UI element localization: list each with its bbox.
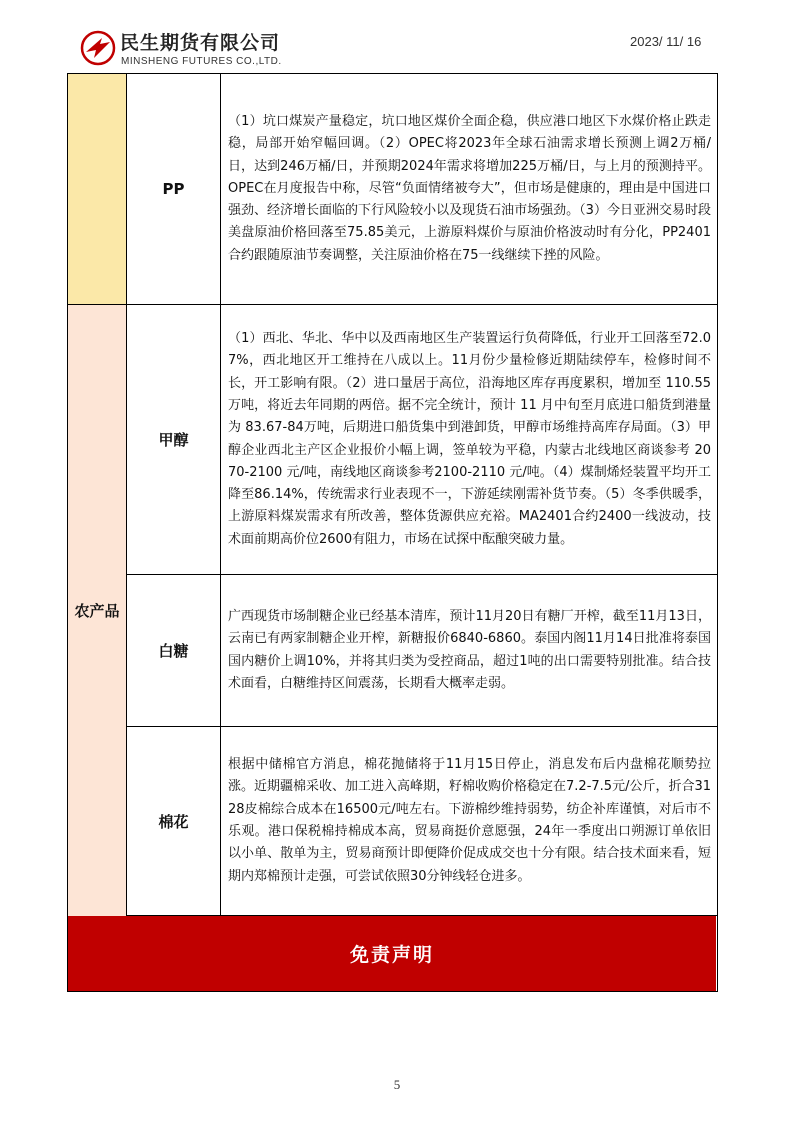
category-cell-energy bbox=[68, 74, 127, 305]
minsheng-logo-icon bbox=[80, 30, 116, 66]
commodity-name-cotton: 棉花 bbox=[127, 727, 221, 916]
page-number: 5 bbox=[393, 1077, 401, 1092]
commodity-analysis-pp: （1）坑口煤炭产量稳定，坑口地区煤价全面企稳，供应港口地区下水煤价格止跌走稳，局部开始窄幅回调。（2）OPEC将2023年全球石油需求增长预测上调2万桶/日，达到246万桶/日，并预期2024年需求将增加225万桶/日，与上月的预测持平。OPEC在月度报告中称，尽管“负面情绪被夸大”，但市场是健康的，理由是中国进口强劲、经济增长面临的下行风险较小以及现货石油市场强劲。（3）今日亚洲交易时段美盘原油价格回落至75.85美元，上游原料煤价与原油价格波动时有分化，PP2401合约跟随原油节奏调整，关注原油价格在75一线继续下挫的风险。 bbox=[221, 74, 717, 305]
report-date: 2023/ 11/ 16 bbox=[630, 34, 702, 49]
commodity-name-pp: PP bbox=[127, 74, 221, 305]
commodity-name-sugar: 白糖 bbox=[127, 575, 221, 727]
commodity-analysis-methanol: （1）西北、华北、华中以及西南地区生产装置运行负荷降低，行业开工回落至72.07%，西北地区开工维持在八成以上。11月份少量检修近期陆续停车，检修时间不长，开工影响有限。（2）进口量居于高位，沿海地区库存再度累积，增加至 110.55 万吨，将近去年同期的两倍。据不完全统计，预计 11 月中旬至月底进口船货到港量为 83.67-84万吨，后期进口船货集中到港卸货，甲醇市场维持高库存局面。（3）甲醇企业西北主产区企业报价小幅上调，签单较为平稳，内蒙古北线地区商谈参考 2070-2100 元/吨，南线地区商谈参考2100-2110 元/吨。（4）煤制烯烃装置平均开工降至86.14%，传统需求行业表现不一，下游延续刚需补货节奏。（5）冬季供暖季，上游原料煤炭需求有所改善，整体货源供应充裕。MA2401合约2400一线波动，技术面前期高价位2600有阻力，市场在试探中酝酿突破力量。 bbox=[221, 305, 717, 575]
brand-name-en: MINSHENG FUTURES CO.,LTD. bbox=[121, 56, 282, 67]
page-header bbox=[0, 0, 794, 72]
category-label-agri: 农产品 bbox=[74, 602, 120, 620]
commodity-name-methanol: 甲醇 bbox=[127, 305, 221, 575]
category-cell-agri bbox=[68, 305, 127, 916]
commodity-analysis-cotton: 根据中储棉官方消息，棉花抛储将于11月15日停止，消息发布后内盘棉花顺势拉涨。近期疆棉采收、加工进入高峰期，籽棉收购价格稳定在7.2-7.5元/公斤，折合3128皮棉综合成本在16500元/吨左右。下游棉纱维持弱势，纺企补库谨慎，对后市不乐观。港口保税棉持棉成本高，贸易商挺价意愿强，24年一季度出口朔源订单依旧以小单、散单为主，贸易商预计即便降价促成成交也十分有限。结合技术面来看，短期内郑棉预计走强，可尝试依照30分钟线轻仓进多。 bbox=[221, 727, 717, 916]
commodity-analysis-sugar: 广西现货市场制糖企业已经基本清库，预计11月20日有糖厂开榨，截至11月13日，云南已有两家制糖企业开榨，新糖报价6840-6860。泰国内阁11月14日批准将泰国国内糖价上调10%，并将其归类为受控商品，超过1吨的出口需要特别批准。结合技术面看，白糖维持区间震荡，长期看大概率走弱。 bbox=[221, 575, 717, 727]
disclaimer-heading: 免责声明 bbox=[68, 916, 716, 991]
commodity-table bbox=[67, 73, 718, 992]
brand-name-cn: 民生期货有限公司 bbox=[120, 32, 281, 54]
